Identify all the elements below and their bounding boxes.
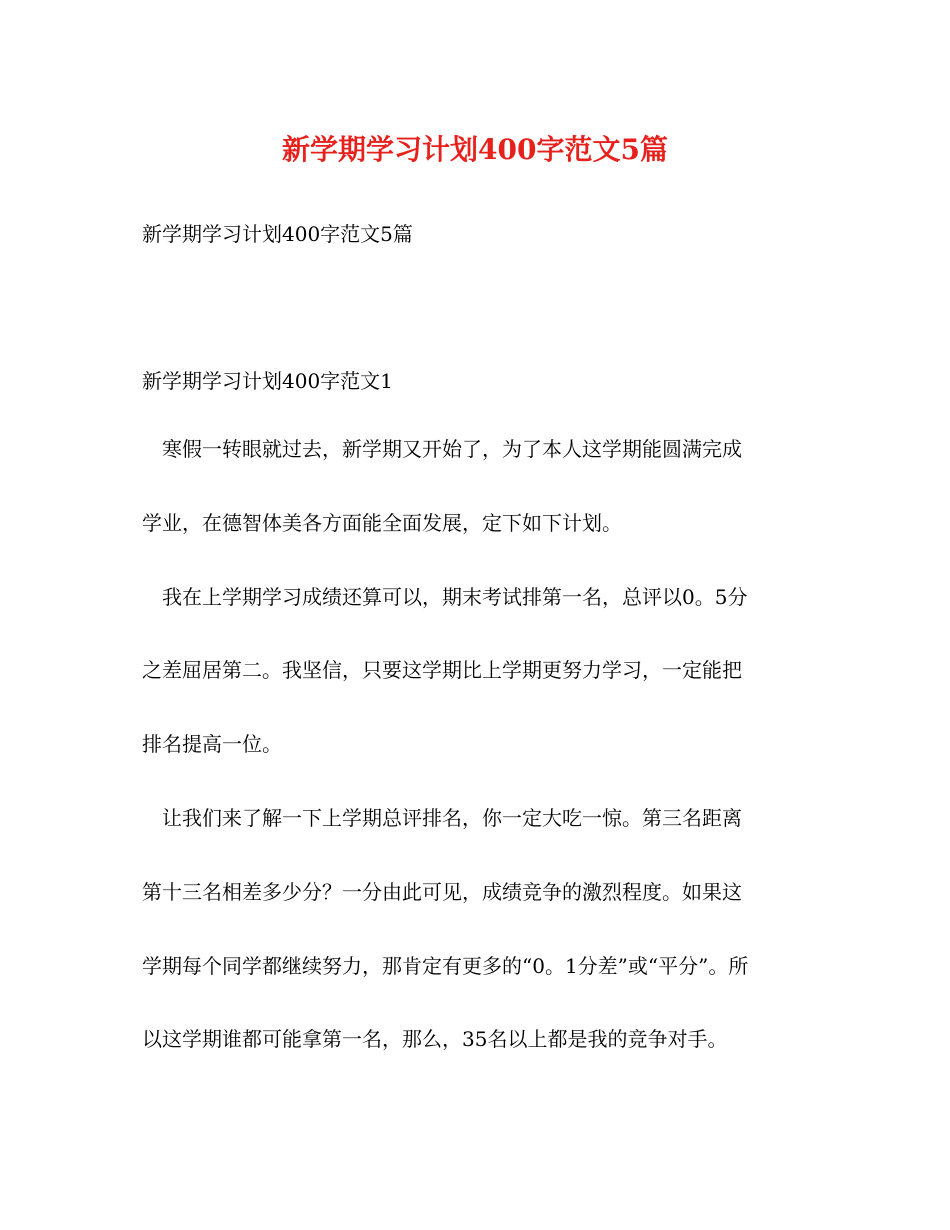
- paragraph-line: 以这学期谁都可能拿第一名，那么，35名以上都是我的竞争对手。: [142, 1027, 728, 1051]
- document-title: 新学期学习计划400字范文5篇: [282, 133, 668, 166]
- document-subtitle: 新学期学习计划400字范文5篇: [142, 222, 413, 246]
- paragraph-line: 第十三名相差多少分？一分由此可见，成绩竞争的激烈程度。如果这: [142, 880, 742, 904]
- paragraph-line: 之差屈居第二。我坚信，只要这学期比上学期更努力学习，一定能把: [142, 658, 742, 682]
- paragraph-line: 寒假一转眼就过去，新学期又开始了，为了本人这学期能圆满完成: [162, 437, 742, 461]
- paragraph-line: 让我们来了解一下上学期总评排名，你一定大吃一惊。第三名距离: [162, 806, 742, 830]
- paragraph-line: 学期每个同学都继续努力，那肯定有更多的“0。1分差”或“平分”。所: [142, 954, 749, 978]
- paragraph-line: 我在上学期学习成绩还算可以，期末考试排第一名，总评以0。5分: [162, 585, 748, 609]
- section-heading: 新学期学习计划400字范文1: [142, 369, 393, 393]
- paragraph-line: 学业，在德智体美各方面能全面发展，定下如下计划。: [142, 511, 622, 535]
- paragraph-line: 排名提高一位。: [142, 732, 282, 756]
